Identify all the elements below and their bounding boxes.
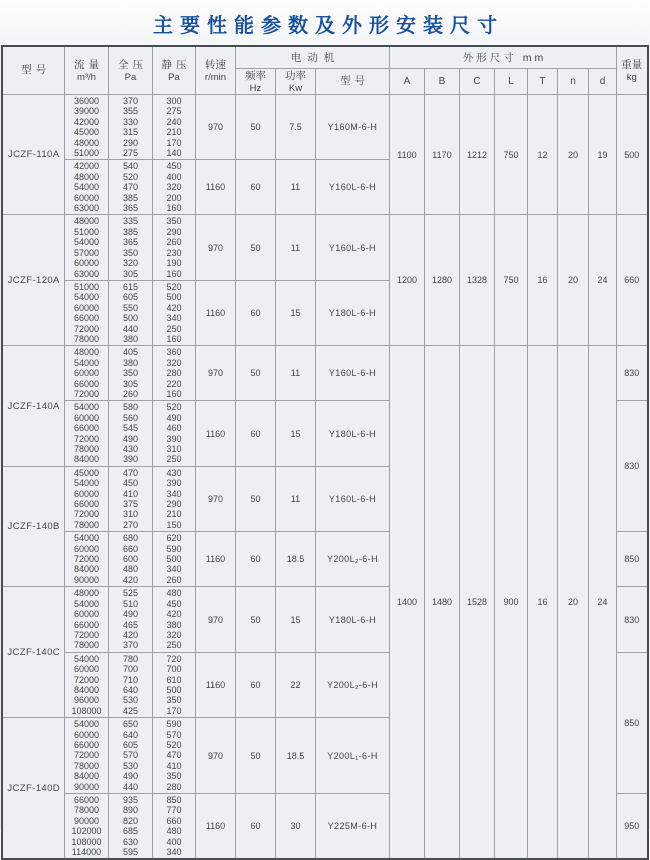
total-pressure-stack: 650 640 605 570 530 490 440 xyxy=(108,718,152,794)
motor-model-cell: Y180L-6-H xyxy=(315,280,389,345)
total-pressure-stack: 405 380 350 305 260 xyxy=(108,346,152,401)
static-pressure-stack: 430 390 340 290 210 150 xyxy=(152,466,195,531)
static-pressure-stack: 850 770 660 480 400 340 xyxy=(152,794,195,860)
frequency-cell: 60 xyxy=(235,794,275,860)
page-title: 主要性能参数及外形安装尺寸 xyxy=(153,15,504,37)
total-pressure-stack: 680 660 600 480 420 xyxy=(108,532,152,587)
dim-cell-n: 20 xyxy=(557,215,588,346)
speed-cell: 1160 xyxy=(195,401,235,466)
col-header-power: 功率 Kw xyxy=(275,69,315,95)
power-cell: 18.5 xyxy=(275,718,315,794)
static-pressure-stack: 350 290 260 230 190 160 xyxy=(152,215,195,280)
speed-cell: 1160 xyxy=(195,532,235,587)
weight-cell: 830 xyxy=(617,346,648,401)
power-cell: 30 xyxy=(275,794,315,860)
frequency-cell: 50 xyxy=(235,466,275,531)
power-cell: 11 xyxy=(275,160,315,215)
col-header-dim-b: B xyxy=(424,69,459,95)
col-header-dim-d: d xyxy=(588,69,616,95)
dim-cell-t: 16 xyxy=(527,215,557,346)
weight-cell: 500 xyxy=(617,95,648,215)
weight-cell: 850 xyxy=(617,652,648,793)
weight-cell: 830 xyxy=(617,587,648,652)
power-cell: 11 xyxy=(275,215,315,280)
dim-cell-a: 1400 xyxy=(389,346,424,860)
dim-cell-d: 24 xyxy=(588,346,616,860)
motor-model-cell: Y180L-6-H xyxy=(315,587,389,652)
col-header-total-pressure: 全压 Pa xyxy=(108,46,152,95)
speed-cell: 970 xyxy=(195,466,235,531)
col-header-static-pressure: 静压 Pa xyxy=(152,46,195,95)
dim-cell-t: 12 xyxy=(527,95,557,215)
total-pressure-stack: 525 510 490 465 420 370 xyxy=(108,587,152,652)
col-header-dim-n: n xyxy=(557,69,588,95)
total-pressure-stack: 580 560 545 490 430 390 xyxy=(108,401,152,466)
static-pressure-stack: 520 490 460 390 310 250 xyxy=(152,401,195,466)
static-pressure-stack: 620 590 500 340 260 xyxy=(152,532,195,587)
power-cell: 22 xyxy=(275,652,315,717)
spec-row xyxy=(2,346,647,401)
col-header-speed: 转速 r/min xyxy=(195,46,235,95)
total-pressure-stack: 935 890 820 685 630 595 xyxy=(108,794,152,860)
motor-model-cell: Y180L-6-H xyxy=(315,401,389,466)
col-header-flow: 流量 m³/h xyxy=(64,46,108,95)
static-pressure-stack: 300 275 240 210 170 140 xyxy=(152,95,195,160)
flow-stack: 48000 54000 60000 66000 72000 78000 xyxy=(64,587,108,652)
model-cell: JCZF-110A xyxy=(2,95,64,215)
spec-row xyxy=(2,95,647,160)
flow-stack: 48000 51000 54000 57000 60000 63000 xyxy=(64,215,108,280)
power-cell: 15 xyxy=(275,587,315,652)
dim-cell-a: 1100 xyxy=(389,95,424,215)
speed-cell: 970 xyxy=(195,215,235,280)
col-header-weight: 重量 kg xyxy=(617,46,648,95)
dim-cell-l: 750 xyxy=(494,215,527,346)
power-cell: 11 xyxy=(275,346,315,401)
static-pressure-stack: 590 570 520 470 410 350 280 xyxy=(152,718,195,794)
total-pressure-stack: 470 450 410 375 310 270 xyxy=(108,466,152,531)
motor-model-cell: Y160L-6-H xyxy=(315,160,389,215)
total-pressure-stack: 540 520 470 385 365 xyxy=(108,160,152,215)
dim-cell-l: 900 xyxy=(494,346,527,860)
frequency-cell: 50 xyxy=(235,587,275,652)
frequency-cell: 60 xyxy=(235,160,275,215)
frequency-cell: 50 xyxy=(235,718,275,794)
frequency-cell: 60 xyxy=(235,532,275,587)
power-cell: 11 xyxy=(275,466,315,531)
col-header-motor-model: 型号 xyxy=(315,69,389,95)
frequency-cell: 50 xyxy=(235,95,275,160)
model-cell: JCZF-140C xyxy=(2,587,64,718)
power-cell: 15 xyxy=(275,280,315,345)
static-pressure-stack: 520 500 420 340 250 160 xyxy=(152,280,195,345)
speed-cell: 970 xyxy=(195,95,235,160)
dim-cell-d: 24 xyxy=(588,215,616,346)
speed-cell: 970 xyxy=(195,718,235,794)
power-cell: 7.5 xyxy=(275,95,315,160)
flow-stack: 45000 54000 60000 66000 72000 78000 xyxy=(64,466,108,531)
model-cell: JCZF-140A xyxy=(2,346,64,466)
speed-cell: 1160 xyxy=(195,160,235,215)
col-header-dim-c: C xyxy=(459,69,494,95)
model-cell: JCZF-120A xyxy=(2,215,64,346)
col-header-dim-t: T xyxy=(527,69,557,95)
power-cell: 15 xyxy=(275,401,315,466)
weight-cell: 830 xyxy=(617,401,648,532)
dim-cell-n: 20 xyxy=(557,95,588,215)
flow-stack: 48000 54000 60000 66000 72000 xyxy=(64,346,108,401)
total-pressure-stack: 335 385 365 350 320 305 xyxy=(108,215,152,280)
dim-cell-n: 20 xyxy=(557,346,588,860)
dim-cell-c: 1212 xyxy=(459,95,494,215)
static-pressure-stack: 450 400 320 200 160 xyxy=(152,160,195,215)
model-cell: JCZF-140B xyxy=(2,466,64,586)
table-body xyxy=(2,95,647,860)
flow-stack: 42000 48000 54000 60000 63000 xyxy=(64,160,108,215)
frequency-cell: 50 xyxy=(235,215,275,280)
col-header-model: 型号 xyxy=(2,46,64,95)
performance-parameters-table xyxy=(1,45,648,860)
model-cell: JCZF-140D xyxy=(2,718,64,860)
flow-stack: 66000 78000 90000 102000 108000 114000 xyxy=(64,794,108,860)
speed-cell: 970 xyxy=(195,346,235,401)
motor-model-cell: Y160L-6-H xyxy=(315,215,389,280)
speed-cell: 1160 xyxy=(195,794,235,860)
flow-stack: 54000 60000 66000 72000 78000 84000 90000 xyxy=(64,718,108,794)
col-header-frequency: 频率 Hz xyxy=(235,69,275,95)
weight-cell: 850 xyxy=(617,532,648,587)
frequency-cell: 60 xyxy=(235,652,275,717)
motor-model-cell: Y160L-6-H xyxy=(315,346,389,401)
motor-model-cell: Y200L₂-6-H xyxy=(315,532,389,587)
dim-cell-d: 19 xyxy=(588,95,616,215)
total-pressure-stack: 615 605 550 500 440 380 xyxy=(108,280,152,345)
flow-stack: 54000 60000 66000 72000 78000 84000 xyxy=(64,401,108,466)
spec-row xyxy=(2,215,647,280)
dim-cell-c: 1528 xyxy=(459,346,494,860)
dim-cell-a: 1200 xyxy=(389,215,424,346)
col-header-dim-a: A xyxy=(389,69,424,95)
power-cell: 18.5 xyxy=(275,532,315,587)
col-header-dim-l: L xyxy=(494,69,527,95)
speed-cell: 1160 xyxy=(195,652,235,717)
dim-cell-t: 16 xyxy=(527,346,557,860)
static-pressure-stack: 720 700 610 500 350 170 xyxy=(152,652,195,717)
group-header-motor: 电动机 xyxy=(235,46,389,69)
static-pressure-stack: 480 450 420 380 320 250 xyxy=(152,587,195,652)
total-pressure-stack: 370 355 330 315 290 275 xyxy=(108,95,152,160)
speed-cell: 1160 xyxy=(195,280,235,345)
weight-cell: 950 xyxy=(617,794,648,860)
motor-model-cell: Y200L₂-6-H xyxy=(315,652,389,717)
dim-cell-b: 1170 xyxy=(424,95,459,215)
speed-cell: 970 xyxy=(195,587,235,652)
table-header xyxy=(2,46,647,95)
motor-model-cell: Y160L-6-H xyxy=(315,466,389,531)
flow-stack: 54000 60000 72000 84000 96000 108000 xyxy=(64,652,108,717)
total-pressure-stack: 780 700 710 640 530 425 xyxy=(108,652,152,717)
motor-model-cell: Y225M-6-H xyxy=(315,794,389,860)
flow-stack: 54000 60000 72000 84000 90000 xyxy=(64,532,108,587)
frequency-cell: 60 xyxy=(235,280,275,345)
dim-cell-b: 1280 xyxy=(424,215,459,346)
frequency-cell: 50 xyxy=(235,346,275,401)
dim-cell-l: 750 xyxy=(494,95,527,215)
dim-cell-c: 1328 xyxy=(459,215,494,346)
flow-stack: 36000 39000 42000 45000 48000 51000 xyxy=(64,95,108,160)
flow-stack: 51000 54000 60000 66000 72000 78000 xyxy=(64,280,108,345)
frequency-cell: 60 xyxy=(235,401,275,466)
group-header-dimensions: 外形尺寸 mm xyxy=(389,46,616,69)
static-pressure-stack: 360 320 280 220 160 xyxy=(152,346,195,401)
weight-cell: 660 xyxy=(617,215,648,346)
motor-model-cell: Y200L₁-6-H xyxy=(315,718,389,794)
motor-model-cell: Y160M-6-H xyxy=(315,95,389,160)
dim-cell-b: 1480 xyxy=(424,346,459,860)
